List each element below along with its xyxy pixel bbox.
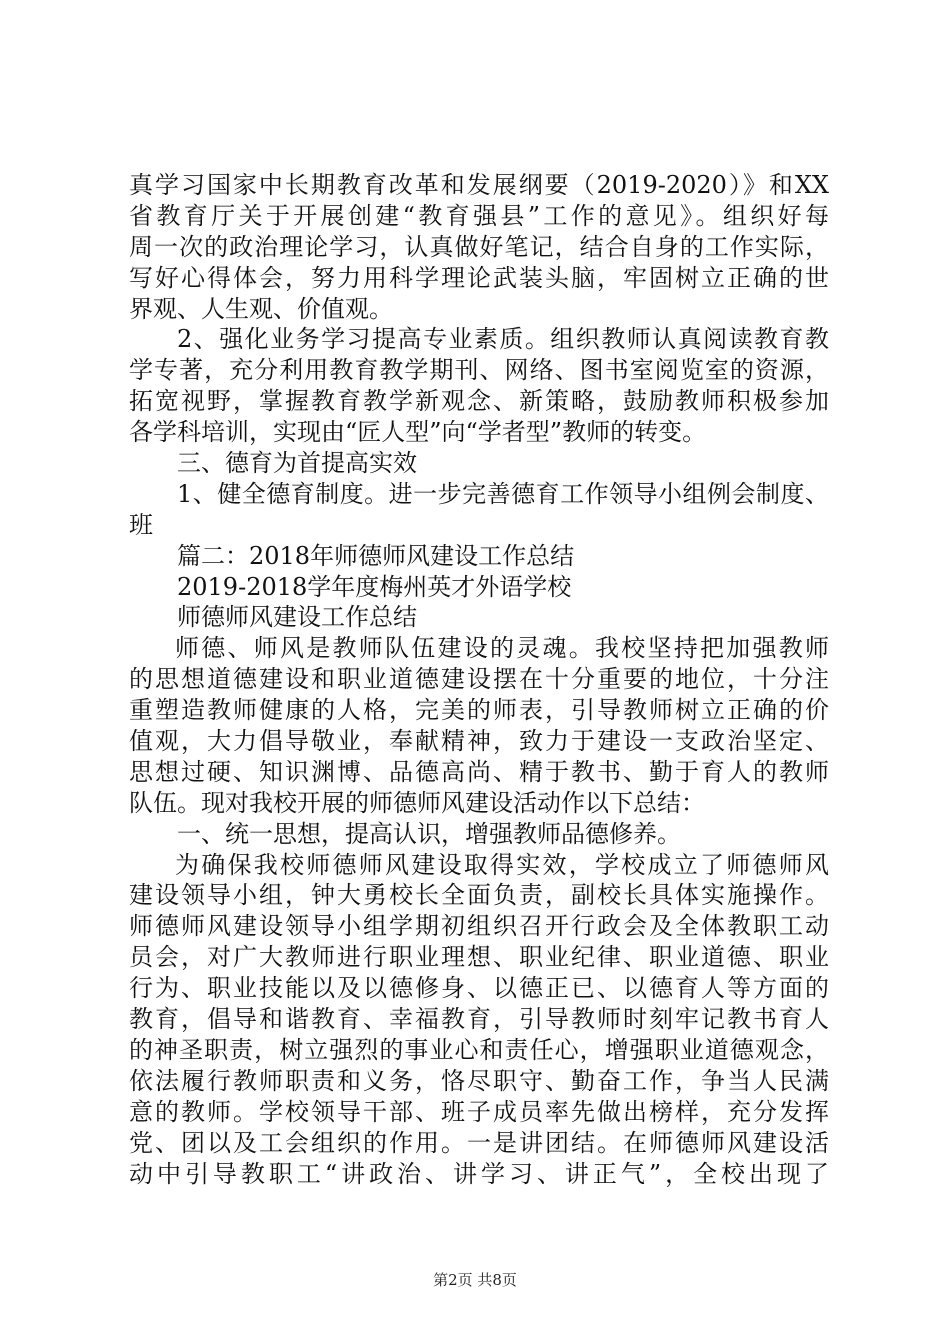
text-line: 拓宽视野，掌握教育教学新观念、新策略，鼓励教师积极参加	[129, 387, 829, 416]
text-line: 思想过硬、知识渊博、品德高尚、精于教书、勤于育人的教师	[129, 757, 829, 786]
text-line: 值观，大力倡导敬业，奉献精神，致力于建设一支政治坚定、	[129, 727, 829, 756]
text-line: 1、健全德育制度。进一步完善德育工作领导小组例会制度、	[177, 479, 829, 508]
text-line: 真学习国家中长期教育改革和发展纲要（2019-2020）》和XX	[129, 171, 829, 199]
text-line: 三、德育为首提高实效	[177, 449, 417, 478]
text-line: 为确保我校师德师风建设取得实效，学校成立了师德师风	[175, 850, 829, 879]
text-line: 的思想道德建设和职业道德建设摆在十分重要的地位，十分注	[129, 665, 829, 694]
text-line: 依法履行教师职责和义务，恪尽职守、勤奋工作，争当人民满	[129, 1066, 829, 1095]
text-line: 篇二：2018年师德师风建设工作总结	[177, 541, 575, 570]
text-line: 各学科培训，实现由“匠人型”向“学者型”教师的转变。	[129, 418, 707, 447]
text-line: 2019-2018学年度梅州英才外语学校	[177, 572, 572, 601]
text-line: 建设领导小组，钟大勇校长全面负责，副校长具体实施操作。	[129, 881, 829, 910]
text-line: 队伍。现对我校开展的师德师风建设活动作以下总结：	[129, 788, 705, 817]
text-line: 界观、人生观、价值观。	[129, 294, 393, 323]
text-line: 行为、职业技能以及以德修身、以德正已、以德育人等方面的	[129, 974, 829, 1003]
text-line: 班	[129, 510, 153, 539]
text-line: 周一次的政治理论学习，认真做好笔记，结合自身的工作实际，	[129, 232, 829, 261]
text-line: 党、团以及工会组织的作用。一是讲团结。在师德师风建设活	[129, 1128, 829, 1157]
text-line: 动中引导教职工“讲政治、讲学习、讲正气”，全校出现了	[129, 1159, 829, 1188]
text-line: 的神圣职责，树立强烈的事业心和责任心，增强职业道德观念，	[129, 1035, 829, 1064]
page-footer: 第2页 共8页	[433, 1271, 517, 1289]
text-line: 重塑造教师健康的人格，完美的师表，引导教师树立正确的价	[129, 696, 829, 725]
text-line: 教育，倡导和谐教育、幸福教育，引导教师时刻牢记教书育人	[129, 1005, 829, 1034]
text-line: 师德、师风是教师队伍建设的灵魂。我校坚持把加强教师	[175, 634, 829, 663]
text-line: 师德师风建设领导小组学期初组织召开行政会及全体教职工动	[129, 912, 829, 941]
text-line: 写好心得体会，努力用科学理论武装头脑，牢固树立正确的世	[129, 263, 829, 292]
text-line: 省教育厅关于开展创建“教育强县”工作的意见》。组织好每	[129, 201, 829, 230]
document-body	[129, 170, 829, 1189]
text-line: 学专著，充分利用教育教学期刊、网络、图书室阅览室的资源，	[129, 356, 829, 385]
text-line: 一、统一思想，提高认识，增强教师品德修养。	[177, 819, 681, 848]
text-line: 2、强化业务学习提高专业素质。组织教师认真阅读教育教	[177, 325, 829, 354]
text-line: 意的教师。学校领导干部、班子成员率先做出榜样，充分发挥	[129, 1097, 829, 1126]
text-line: 师德师风建设工作总结	[177, 603, 417, 632]
text-line: 员会，对广大教师进行职业理想、职业纪律、职业道德、职业	[129, 943, 829, 972]
